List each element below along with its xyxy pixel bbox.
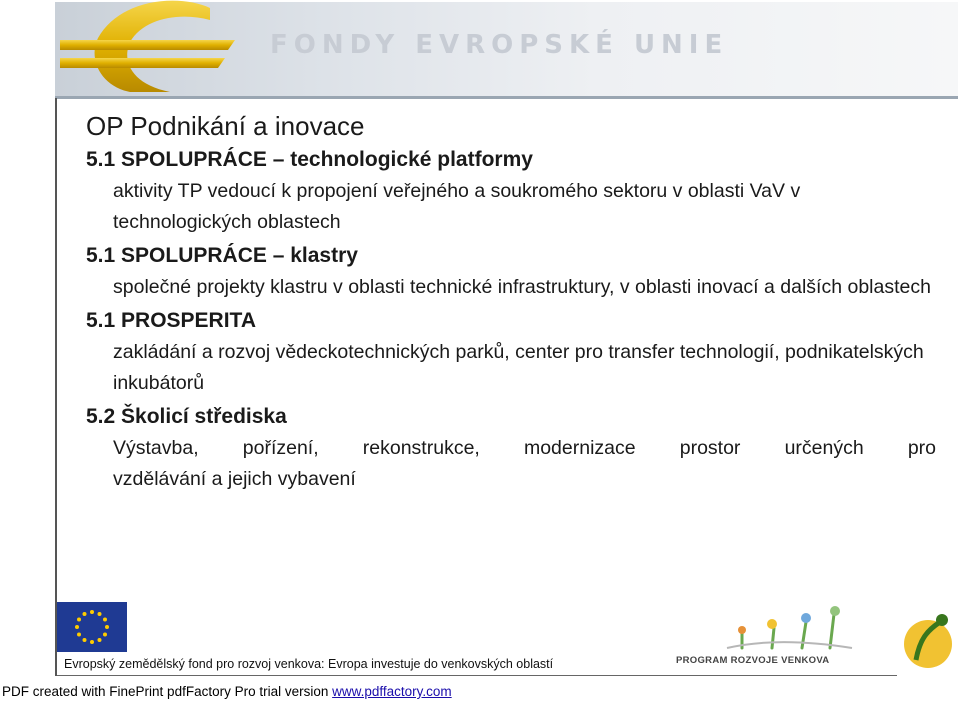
slide-content	[86, 110, 936, 499]
section-text-skolici	[86, 433, 936, 495]
eu-star-icon	[103, 633, 107, 637]
banner-watermark-text: FONDY EVROPSKÉ UNIE	[270, 30, 729, 60]
eu-star-icon	[90, 640, 94, 644]
word: pro	[907, 437, 936, 459]
venkov-emblem-icon	[898, 608, 958, 674]
left-vertical-rule	[55, 98, 57, 676]
eu-star-icon	[77, 633, 81, 637]
word: modernizace	[523, 437, 636, 459]
slide-title: OP Podnikání a inovace	[86, 111, 365, 141]
euro-symbol-icon	[60, 0, 280, 92]
eu-star-icon	[77, 618, 81, 622]
pdffactory-link[interactable]: www.pdffactory.com	[332, 684, 452, 699]
section-heading-skolici: 5.2 Školicí střediska	[86, 405, 287, 428]
footer-rule	[57, 675, 897, 676]
pdf-trial-note	[2, 684, 452, 699]
section-text-skolici-line1	[113, 433, 936, 464]
program-label: PROGRAM ROZVOJE VENKOVA	[676, 655, 830, 666]
section-heading-prosperita: 5.1 PROSPERITA	[86, 309, 256, 332]
eu-star-icon	[98, 638, 102, 642]
section-heading-klastry: 5.1 SPOLUPRÁCE – klastry	[86, 244, 358, 267]
section-text-prosperita: zakládání a rozvoj vědeckotechnických parků, center pro transfer technologií, podnikatelských inkubátorů	[113, 341, 924, 394]
section-text-skolici-line2: vzdělávání a jejich vybavení	[113, 468, 356, 490]
footer-caption: Evropský zemědělský fond pro rozvoj venkova: Evropa investuje do venkovských oblastí	[64, 657, 554, 671]
eu-star-icon	[98, 612, 102, 616]
eu-star-icon	[90, 610, 94, 614]
word: pořízení,	[242, 437, 319, 459]
word: rekonstrukce,	[362, 437, 480, 459]
section-text-klastry: společné projekty klastru v oblasti technické infrastruktury, v oblasti inovací a dalších oblastech	[113, 276, 931, 298]
section-heading-tp: 5.1 SPOLUPRÁCE – technologické platformy	[86, 148, 533, 171]
word: prostor	[679, 437, 741, 459]
eu-star-icon	[105, 625, 109, 629]
word: určených	[784, 437, 864, 459]
word: Výstavba,	[113, 437, 199, 459]
pdf-note-text: PDF created with FinePrint pdfFactory Pro trial version	[2, 684, 333, 699]
eu-star-icon	[103, 618, 107, 622]
eu-flag-icon	[57, 602, 127, 652]
eu-star-icon	[75, 625, 79, 629]
section-text-tp: aktivity TP vedoucí k propojení veřejného a soukromého sektoru v oblasti VaV v technologických oblastech	[113, 180, 801, 233]
banner-divider	[55, 96, 958, 99]
eu-star-icon	[83, 612, 87, 616]
eu-star-icon	[83, 638, 87, 642]
